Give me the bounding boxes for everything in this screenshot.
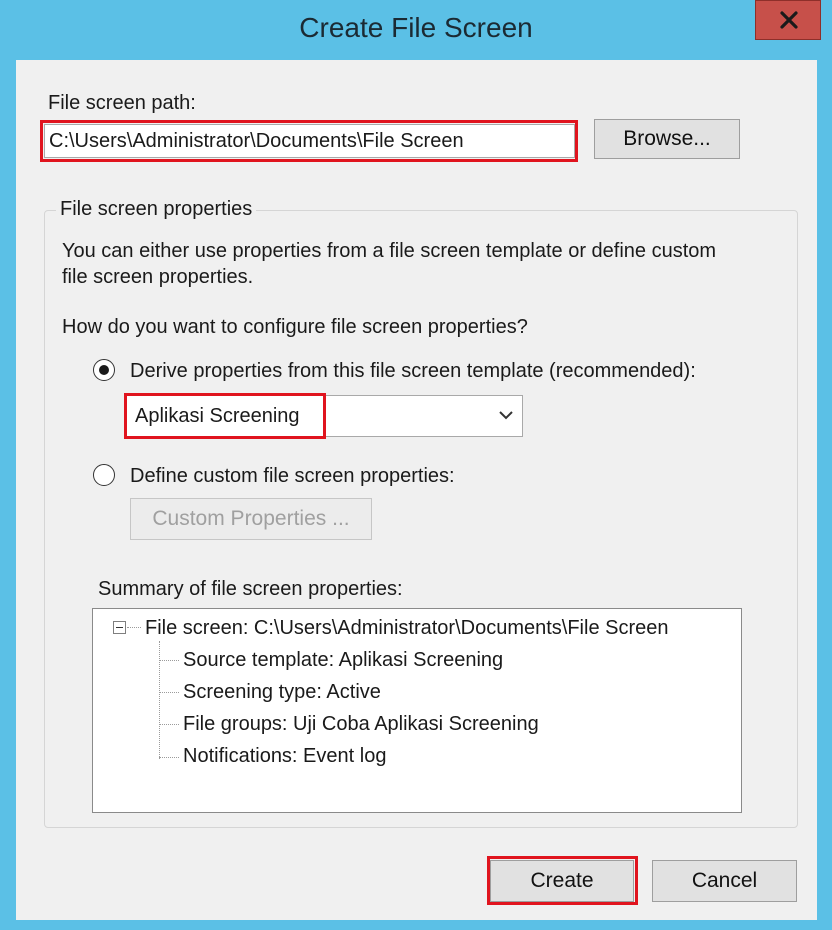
tree-item-notifications: Notifications: Event log	[183, 745, 387, 767]
radio-selected-dot	[99, 365, 109, 375]
tree-connector	[159, 660, 179, 661]
path-label: File screen path:	[48, 92, 196, 114]
template-select[interactable]	[124, 395, 523, 437]
radio-template[interactable]	[93, 359, 115, 381]
tree-item-screening-type: Screening type: Active	[183, 681, 381, 703]
option-custom-label[interactable]: Define custom file screen properties:	[130, 465, 455, 487]
tree-connector	[159, 757, 179, 758]
close-icon	[779, 11, 799, 29]
browse-button[interactable]: Browse...	[594, 119, 740, 159]
title-bar	[0, 0, 832, 60]
properties-group-title: File screen properties	[56, 198, 256, 221]
summary-label: Summary of file screen properties:	[98, 578, 403, 600]
tree-root: File screen: C:\Users\Administrator\Documents\File Screen	[145, 617, 669, 639]
radio-custom[interactable]	[93, 464, 115, 486]
tree-item-source-template: Source template: Aplikasi Screening	[183, 649, 504, 671]
chevron-down-icon	[498, 409, 514, 421]
configure-question: How do you want to configure file screen properties?	[62, 316, 528, 338]
option-template-label[interactable]: Derive properties from this file screen template (recommended):	[130, 360, 696, 382]
path-input[interactable]	[45, 125, 574, 157]
tree-connector	[159, 692, 179, 693]
cancel-button[interactable]: Cancel	[652, 860, 797, 902]
create-button[interactable]: Create	[490, 860, 634, 902]
tree-item-file-groups: File groups: Uji Coba Aplikasi Screening	[183, 713, 539, 735]
template-select-value: Aplikasi Screening	[135, 405, 300, 427]
tree-connector	[159, 641, 160, 759]
custom-properties-button[interactable]: Custom Properties ...	[130, 498, 372, 540]
tree-connector	[159, 724, 179, 725]
summary-tree[interactable]	[92, 608, 742, 813]
window-title: Create File Screen	[299, 12, 533, 43]
properties-description-line2: file screen properties.	[62, 266, 254, 288]
close-button[interactable]	[755, 0, 821, 40]
tree-connector	[127, 627, 141, 628]
path-field[interactable]	[44, 124, 575, 158]
properties-description-line1: You can either use properties from a file screen template or define custom	[62, 240, 717, 262]
collapse-icon[interactable]	[113, 621, 126, 634]
